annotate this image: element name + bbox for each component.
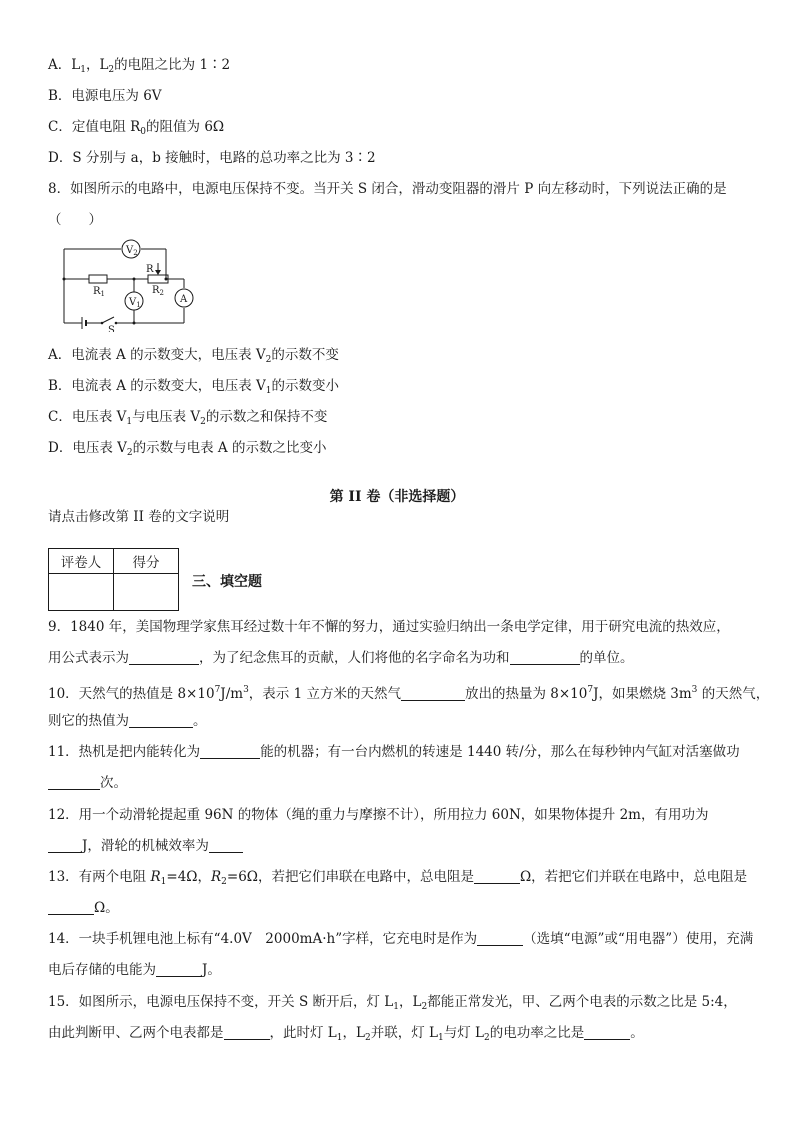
q15-line1: 15．如图所示，电源电压保持不变，开关 S 断开后，灯 $L_1$，$L_2$都能正常发光，甲、乙两个电表的示数之比是 5:4， bbox=[48, 994, 737, 1012]
q7-option-a: A．$L_1$，$L_2$的电阻之比为 1∶2 bbox=[48, 57, 231, 75]
answer-blank[interactable] bbox=[224, 1025, 270, 1040]
switch-s-label: S bbox=[108, 325, 115, 332]
q14-line1: 14．一块手机锂电池上标有“4.0V 2000mA·h”字样，它充电时是作为 （选填“电源”或“用电器”）使用，充满 bbox=[48, 931, 754, 947]
answer-blank[interactable] bbox=[48, 838, 82, 853]
q12-line2: J，滑轮的机械效率为 bbox=[48, 837, 243, 855]
q9-line1: 9．1840 年，美国物理学家焦耳经过数十年不懈的努力，通过实验归纳出一条电学定律，用于研究电流的热效应， bbox=[48, 619, 730, 635]
section-heading: 三、填空题 bbox=[192, 574, 262, 590]
q8-option-c: C．电压表 $V_1$与电压表 $V_2$的示数之和保持不变 bbox=[48, 409, 328, 427]
score-header: 得分 bbox=[114, 549, 179, 574]
meter-v1-label: $V_1$ bbox=[129, 297, 141, 309]
q8-option-d: D．电压表 $V_2$的示数与电表 A 的示数之比变小 bbox=[48, 440, 327, 458]
score-cell bbox=[114, 574, 179, 611]
resistor-r1-label: $R_1$ bbox=[93, 286, 105, 298]
q7-option-d: D．S 分别与 a，b 接触时，电路的总功率之比为 3∶2 bbox=[48, 150, 376, 166]
q14-line2: 电后存储的电能为 J。 bbox=[48, 962, 221, 978]
score-table bbox=[48, 548, 179, 611]
answer-blank[interactable] bbox=[129, 713, 193, 728]
part2-title: 第 II 卷（非选择题） bbox=[329, 489, 465, 505]
slider-r-label: R bbox=[146, 264, 154, 275]
answer-blank[interactable] bbox=[474, 869, 520, 884]
q8-option-a: A．电流表 A 的示数变大，电压表 $V_2$的示数不变 bbox=[48, 347, 339, 365]
resistor-r2-label: $R_2$ bbox=[152, 285, 164, 297]
q11-line1: 11．热机是把内能转化为 能的机器；有一台内燃机的转速是 1440 转/分，那么在每秒钟内气缸对活塞做功 bbox=[48, 744, 740, 760]
q8-answer-paren: （ ） bbox=[48, 212, 102, 228]
answer-blank[interactable] bbox=[477, 931, 523, 946]
answer-blank[interactable] bbox=[200, 744, 260, 759]
q10-line2: 则它的热值为 。 bbox=[48, 713, 207, 729]
part2-note-link[interactable]: 请点击修改第 II 卷的文字说明 bbox=[48, 509, 230, 525]
q11-line2: 次。 bbox=[48, 774, 127, 792]
q8-stem: 8．如图所示的电路中，电源电压保持不变。当开关 S 闭合，滑动变阻器的滑片 P 向左移动时，下列说法正确的是 bbox=[48, 181, 727, 197]
answer-blank[interactable] bbox=[584, 1025, 630, 1040]
meter-a-label: A bbox=[180, 294, 188, 305]
grader-cell bbox=[49, 574, 114, 611]
answer-blank[interactable] bbox=[156, 962, 202, 977]
q9-line2: 用公式表示为 ，为了纪念焦耳的贡献，人们将他的名字命名为功和 的单位。 bbox=[48, 650, 634, 666]
answer-blank[interactable] bbox=[48, 900, 94, 915]
answer-blank[interactable] bbox=[401, 686, 465, 701]
q7-option-b: B．电源电压为 6V bbox=[48, 88, 162, 104]
answer-blank[interactable] bbox=[129, 650, 199, 665]
circuit-diagram bbox=[56, 237, 206, 332]
answer-blank[interactable] bbox=[510, 650, 580, 665]
q8-option-b: B．电流表 A 的示数变大，电压表 $V_1$的示数变小 bbox=[48, 378, 340, 396]
q12-line1: 12．用一个动滑轮提起重 96N 的物体（绳的重力与摩擦不计），所用拉力 60N，如果物体提升 2m，有用功为 bbox=[48, 807, 709, 823]
answer-blank[interactable] bbox=[48, 775, 100, 790]
answer-blank[interactable] bbox=[209, 838, 243, 853]
q10-line1: 10．天然气的热值是 $8\times 10^7J/m^3$，表示 1 立方米的天然气 放出的热量为 $8\times 10^7J$，如果燃烧 $3m^3$ 的天然气， bbox=[48, 685, 770, 702]
q13-line2: Ω。 bbox=[48, 899, 119, 917]
q15-line2: 由此判断甲、乙两个电表都是 ，此时灯 $L_1$，$L_2$并联，灯 $L_1$与灯 $L_2$的电功率之比是 。 bbox=[48, 1025, 644, 1043]
meter-v2-label: $V_2$ bbox=[126, 245, 138, 257]
q13-line1: 13．有两个电阻 $R_1=4\Omega$，$R_2=6\Omega$，若把它们串联在电路中，总电阻是 Ω，若把它们并联在电路中，总电阻是 bbox=[48, 869, 748, 887]
grader-header: 评卷人 bbox=[49, 549, 114, 574]
q7-option-c: C．定值电阻 $R_0$的阻值为 6Ω bbox=[48, 119, 225, 137]
